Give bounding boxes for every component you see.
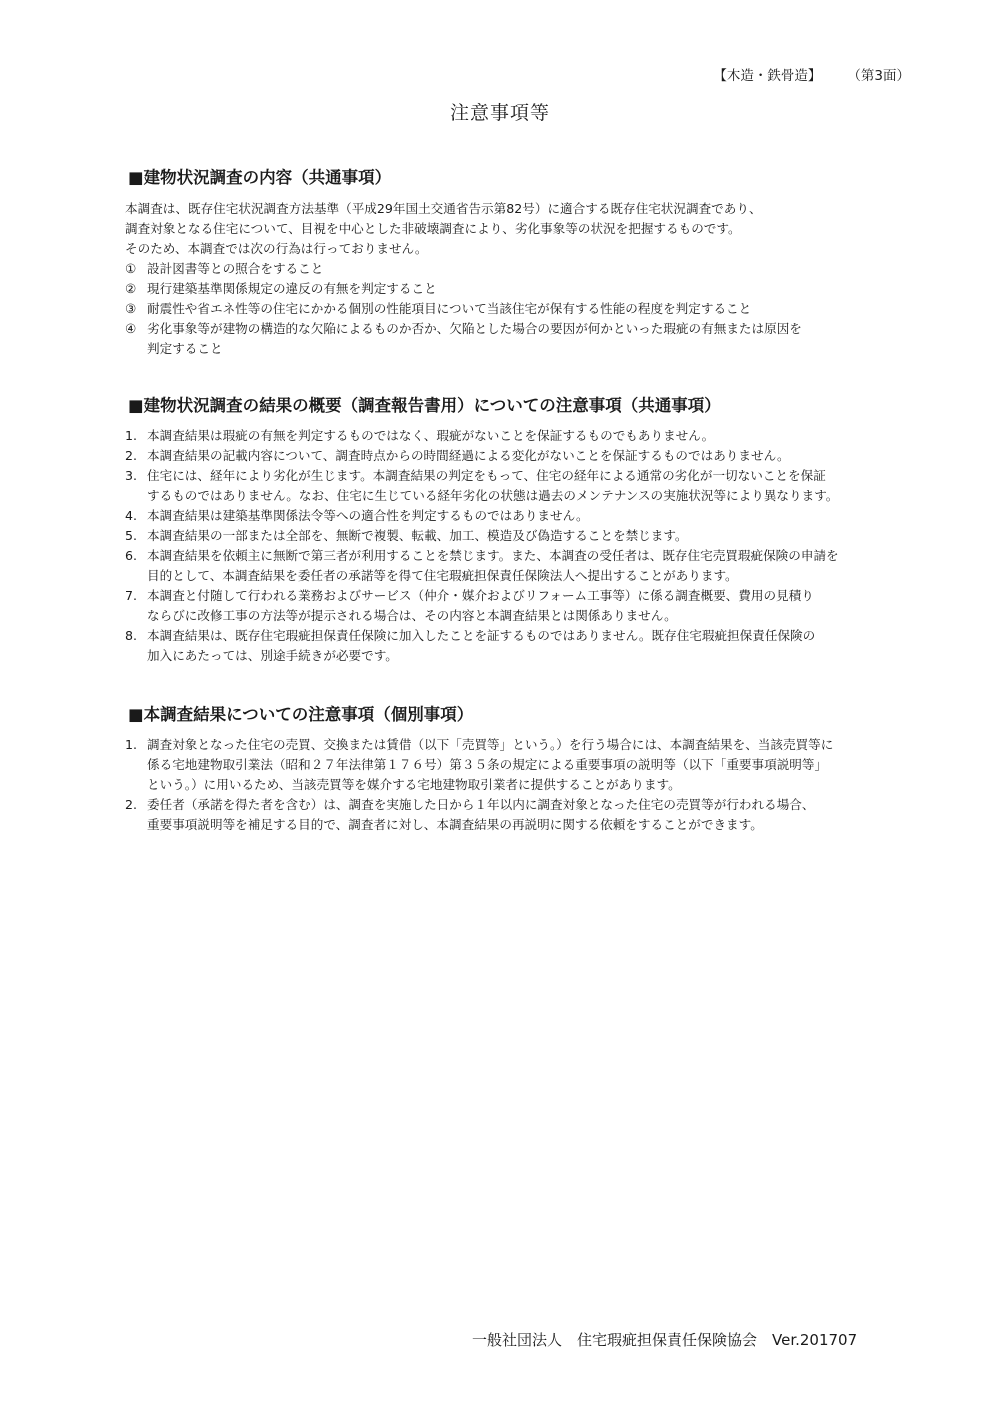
section1-body (125, 199, 915, 359)
list-item-number: ① (125, 261, 137, 276)
list-item-number: 8. (125, 628, 138, 643)
list-item-line: 劣化事象等が建物の構造的な欠陥によるものか否か、欠陥とした場合の要因が何かといった瑕疵の有無または原因を (147, 321, 802, 336)
list-item-number: ④ (125, 321, 137, 336)
list-item-text (147, 735, 915, 795)
section2-title: ■建物状況調査の結果の概要（調査報告書用）についての注意事項（共通事項） (128, 396, 721, 415)
list-item-text (147, 319, 915, 359)
list-item-number: 4. (125, 508, 138, 523)
list-item (125, 626, 915, 666)
page-header (713, 64, 910, 84)
section1-title: ■建物状況調査の内容（共通事項） (128, 168, 392, 187)
list-item-line: 本調査結果の記載内容について、調査時点からの時間経過による変化がないことを保証するものではありません。 (147, 448, 790, 463)
list-item (125, 526, 915, 546)
list-item-line: ならびに改修工事の方法等が提示される場合は、その内容と本調査結果とは関係ありません。 (147, 608, 677, 623)
list-item-line: 係る宅地建物取引業法（昭和２７年法律第１７６号）第３５条の規定による重要事項の説明等（以下「重要事項説明等」 (147, 757, 828, 772)
list-item-text (147, 446, 915, 466)
list-item-number: 6. (125, 548, 138, 563)
list-item (125, 446, 915, 466)
list-item-text (147, 299, 915, 319)
list-item (125, 466, 915, 506)
list-item-text (147, 526, 915, 546)
list-item-line: 住宅には、経年により劣化が生じます。本調査結果の判定をもって、住宅の経年による通常の劣化が一切ないことを保証 (147, 468, 826, 483)
list-item-line: という。）に用いるため、当該売買等を媒介する宅地建物取引業者に提供することがあります。 (147, 777, 681, 792)
list-item-number: 1. (125, 737, 138, 752)
intro-line: 調査対象となる住宅について、目視を中心とした非破壊調査により、劣化事象等の状況を把握するものです。 (125, 221, 741, 236)
list-item-line: 本調査結果を依頼主に無断で第三者が利用することを禁じます。また、本調査の受任者は、既存住宅売買瑕疵保険の申請を (147, 548, 839, 563)
page-number-label: （第3面） (847, 68, 910, 84)
list-item-number: 7. (125, 588, 138, 603)
list-item-line: 設計図書等との照合をすること (147, 261, 324, 276)
section1-list (125, 259, 915, 359)
list-item-number: 5. (125, 528, 138, 543)
list-item-line: 調査対象となった住宅の売買、交換または賃借（以下「売買等」という。）を行う場合には、本調査結果を、当該売買等に (147, 737, 834, 752)
list-item (125, 426, 915, 446)
list-item-text (147, 506, 915, 526)
section2-body (125, 426, 915, 666)
page-title: 注意事項等 (449, 102, 550, 124)
list-item-text (147, 586, 915, 626)
list-item (125, 259, 915, 279)
list-item-line: 本調査結果は瑕疵の有無を判定するものではなく、瑕疵がないことを保証するものでもありません。 (147, 428, 715, 443)
list-item-number: 3. (125, 468, 138, 483)
list-item-text (147, 426, 915, 446)
list-item-line: 本調査結果の一部または全部を、無断で複製、転載、加工、模造及び偽造することを禁じます。 (147, 528, 688, 543)
list-item-number: 2. (125, 797, 138, 812)
intro-line: 本調査は、既存住宅状況調査方法基準（平成29年国土交通省告示第82号）に適合する既存住宅状況調査であり、 (125, 201, 762, 216)
list-item (125, 795, 915, 835)
list-item-line: 耐震性や省エネ性等の住宅にかかる個別の性能項目について当該住宅が保有する性能の程度を判定すること (147, 301, 752, 316)
list-item-number: ③ (125, 301, 137, 316)
list-item-text (147, 795, 915, 835)
structure-type-label: 【木造・鉄骨造】 (713, 68, 822, 84)
list-item-line: 判定すること (147, 341, 223, 356)
list-item-text (147, 466, 915, 506)
list-item-line: 現行建築基準関係規定の違反の有無を判定すること (147, 281, 437, 296)
list-item (125, 506, 915, 526)
list-item-line: 本調査と付随して行われる業務およびサービス（仲介・媒介およびリフォーム工事等）に係る調査概要、費用の見積り (147, 588, 814, 603)
list-item-number: ② (125, 281, 137, 296)
list-item-text (147, 259, 915, 279)
list-item-text (147, 279, 915, 299)
section3-list (125, 735, 915, 835)
list-item-text (147, 626, 915, 666)
section3-title: ■本調査結果についての注意事項（個別事項） (128, 705, 474, 724)
intro-line: そのため、本調査では次の行為は行っておりません。 (125, 241, 428, 256)
list-item-line: 本調査結果は、既存住宅瑕疵担保責任保険に加入したことを証するものではありません。既存住宅瑕疵担保責任保険の (147, 628, 816, 643)
list-item-line: 委任者（承諾を得た者を含む）は、調査を実施した日から１年以内に調査対象となった住宅の売買等が行われる場合、 (147, 797, 815, 812)
list-item (125, 735, 915, 795)
list-item-line: 本調査結果は建築基準関係法令等への適合性を判定するものではありません。 (147, 508, 589, 523)
list-item-text (147, 546, 915, 586)
list-item-line: するものではありません。なお、住宅に生じている経年劣化の状態は過去のメンテナンスの実施状況等により異なります。 (147, 488, 839, 503)
list-item (125, 299, 915, 319)
list-item-number: 1. (125, 428, 138, 443)
footer-publisher: 一般社団法人 住宅瑕疵担保責任保険協会 Ver.201707 (472, 1331, 858, 1349)
list-item-line: 目的として、本調査結果を委任者の承諾等を得て住宅瑕疵担保責任保険法人へ提出することがあります。 (147, 568, 738, 583)
list-item-line: 重要事項説明等を補足する目的で、調査者に対し、本調査結果の再説明に関する依頼をすることができます。 (147, 817, 763, 832)
section3-body (125, 735, 915, 835)
list-item-number: 2. (125, 448, 138, 463)
list-item (125, 586, 915, 626)
list-item (125, 279, 915, 299)
list-item (125, 319, 915, 359)
list-item-line: 加入にあたっては、別途手続きが必要です。 (147, 648, 398, 663)
section1-intro (125, 199, 915, 259)
list-item (125, 546, 915, 586)
section2-list (125, 426, 915, 666)
